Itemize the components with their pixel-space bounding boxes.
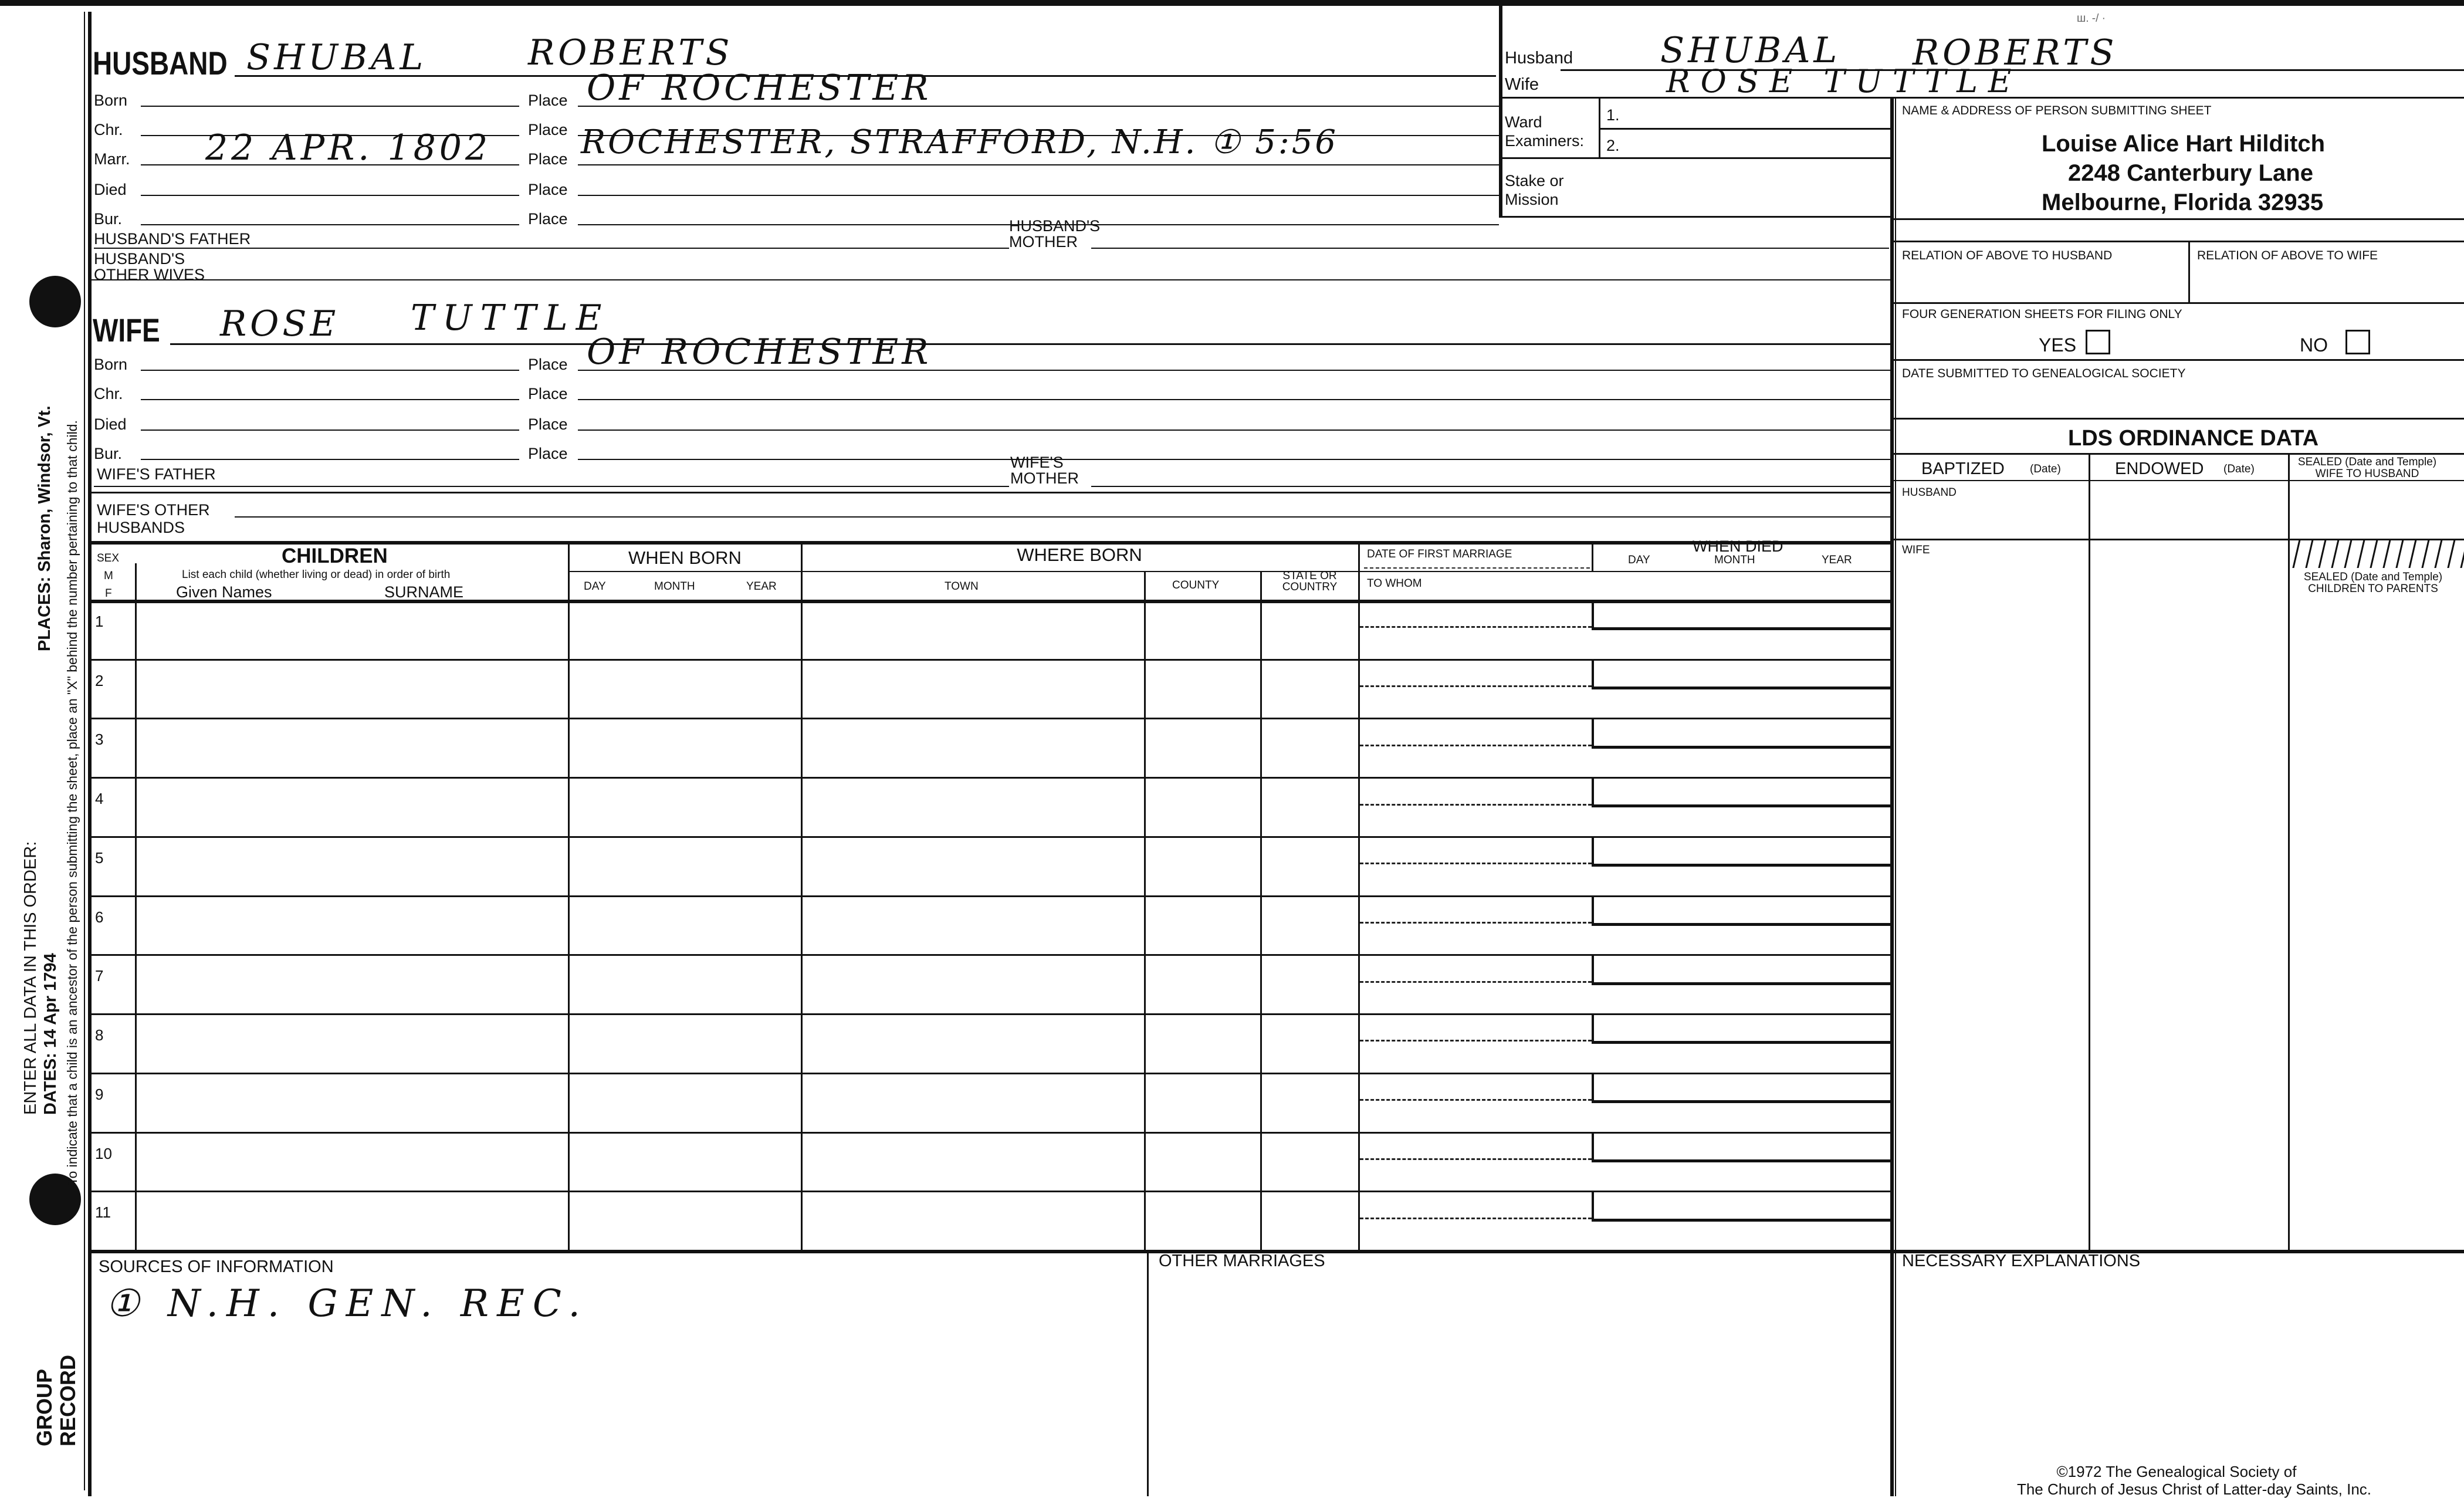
when-died-month: MONTH (1714, 554, 1755, 566)
where-born-county: COUNTY (1172, 579, 1220, 591)
wife-other-husbands-label: WIFE'S OTHER HUSBANDS (97, 501, 210, 536)
wife-date-line (141, 459, 519, 460)
child-died-bracket (1592, 1074, 1893, 1103)
husband-marr-place: ROCHESTER, STRAFFORD, N.H. ① 5:56 (581, 123, 1339, 161)
lds-col-divider (2288, 453, 2290, 1251)
left-margin-line-inner (84, 12, 85, 1490)
child-died-bracket (1592, 1192, 1893, 1221)
side-dates: DATES: 14 Apr 1794 (41, 953, 60, 1115)
submitter-label: NAME & ADDRESS OF PERSON SUBMITTING SHEET (1902, 104, 2212, 117)
children-f: F (105, 587, 112, 600)
child-row-number: 4 (95, 790, 104, 808)
left-margin-line (88, 12, 92, 1496)
submitter-city: Melbourne, Florida 32935 (2042, 190, 2324, 215)
footer-divider (1147, 1250, 1149, 1496)
children-m: M (104, 570, 113, 582)
husband-bur-date-line (141, 224, 519, 225)
husband-place-label: Place (528, 121, 568, 138)
ward-1: 1. (1606, 106, 1620, 124)
lds-sealed-children-parents: SEALED (Date and Temple) CHILDREN TO PARENTS (2303, 571, 2443, 595)
child-row-number: 5 (95, 848, 104, 867)
relation-husband-label: RELATION OF ABOVE TO HUSBAND (1902, 249, 2113, 262)
right-panel-divider-inner (1895, 97, 1896, 1496)
wife-date-line (141, 370, 519, 371)
wife-other-husbands-line (235, 516, 1892, 518)
yes-checkbox[interactable] (2086, 330, 2110, 354)
husband-other-wives-label: HUSBAND'S OTHER WIVES (94, 250, 205, 283)
lds-endowed-date: (Date) (2223, 463, 2255, 475)
lds-wife-label: WIFE (1902, 544, 1930, 556)
header-wife-name: ROSE TUTTLE (1666, 63, 2022, 100)
side-enter: ENTER ALL DATA IN THIS ORDER: (21, 841, 40, 1115)
lds-sealed-wife-husband: SEALED (Date and Temple) WIFE TO HUSBAND (2297, 456, 2437, 480)
wife-given-name: ROSE (220, 303, 340, 344)
first-marriage-header: DATE OF FIRST MARRIAGE (1367, 548, 1512, 560)
when-born-divider (568, 571, 1891, 572)
wife-date-line (141, 399, 519, 400)
table-col-born (801, 543, 803, 1253)
child-marriage-dash-line (1360, 685, 1592, 687)
children-surname: SURNAME (384, 583, 464, 601)
relation-divider (2188, 241, 2190, 302)
children-given-names: Given Names (176, 583, 272, 601)
wife-place-line (578, 430, 1892, 431)
lds-title-bottom (1892, 453, 2464, 455)
child-died-bracket (1592, 1015, 1893, 1044)
child-died-bracket (1592, 660, 1893, 689)
lds-husband-label: HUSBAND (1902, 486, 1957, 499)
header-right-divider (1499, 6, 1502, 217)
child-row-number: 1 (95, 613, 104, 630)
wife-mother-line (1091, 486, 1892, 487)
where-born-header: WHERE BORN (1017, 545, 1142, 565)
relation-wife-label: RELATION OF ABOVE TO WIFE (2197, 249, 2378, 262)
wife-place-label: Place (528, 445, 568, 462)
wife-father-line (94, 486, 1009, 487)
when-died-day: DAY (1628, 554, 1650, 566)
husband-place-label: Place (528, 150, 568, 168)
husband-heading: HUSBAND (93, 45, 228, 82)
child-row-number: 2 (95, 671, 104, 689)
date-submitted-bottom (1892, 418, 2464, 420)
wife-heading: WIFE (93, 312, 160, 349)
husband-mother-line (1091, 248, 1889, 249)
child-marriage-dash-line (1360, 804, 1592, 806)
necessary-explanations-label: NECESSARY EXPLANATIONS (1902, 1252, 2141, 1270)
submitter-street: 2248 Canterbury Lane (2068, 160, 2313, 186)
child-marriage-dash-line (1360, 1218, 1592, 1219)
stake-mission-label: Stake or Mission (1505, 172, 1564, 209)
husband-row-marr: Marr. (94, 150, 130, 168)
child-marriage-dash-line (1360, 745, 1592, 746)
to-whom-label: TO WHOM (1367, 577, 1422, 590)
wife-father-label: WIFE'S FATHER (97, 465, 216, 483)
husband-surname: ROBERTS (528, 32, 733, 73)
header-husband-surname: ROBERTS (1913, 32, 2118, 73)
ward-mid-line (1599, 128, 1892, 130)
child-died-bracket (1592, 955, 1893, 985)
when-died-header: WHEN DIED (1693, 537, 1783, 555)
child-died-bracket (1592, 1133, 1893, 1162)
no-checkbox[interactable] (2345, 330, 2370, 354)
husband-father-label: HUSBAND'S FATHER (94, 230, 251, 248)
child-row-number: 9 (95, 1085, 104, 1103)
lds-baptized: BAPTIZED (1921, 459, 2005, 478)
husband-row-born: Born (94, 92, 128, 109)
header-bottom-line (1499, 216, 1892, 218)
relation-bottom (1892, 302, 2464, 304)
wife-row-bur: Bur. (94, 445, 123, 462)
header-wife-label: Wife (1505, 75, 1539, 94)
child-died-bracket (1592, 601, 1893, 630)
yes-label: YES (2039, 334, 2077, 356)
four-gen-label: FOUR GENERATION SHEETS FOR FILING ONLY (1902, 307, 2182, 321)
wife-place-label: Place (528, 415, 568, 433)
ward-bottom-line (1502, 157, 1892, 159)
husband-mother-label: HUSBAND'S MOTHER (1009, 217, 1101, 251)
wife-place-label: Place (528, 356, 568, 373)
when-born-day: DAY (584, 580, 606, 593)
wife-mother-label: WIFE'S MOTHER (1010, 454, 1079, 487)
child-row-number: 7 (95, 967, 104, 985)
ward-examiners-label: Ward Examiners: (1505, 113, 1585, 150)
husband-other-wives-line (91, 279, 1892, 280)
side-record: RECORD (56, 1354, 80, 1446)
sources-text: ① N.H. GEN. REC. (106, 1282, 588, 1325)
ward-2: 2. (1606, 137, 1620, 154)
wife-date-line (141, 430, 519, 431)
table-col-county (1260, 571, 1262, 1253)
child-died-bracket (1592, 719, 1893, 748)
wife-row-born: Born (94, 356, 128, 373)
table-col-state (1358, 543, 1360, 1253)
side-places: PLACES: Sharon, Windsor, Vt. (35, 405, 54, 651)
four-gen-bottom (1892, 359, 2464, 361)
copyright-line-2: The Church of Jesus Christ of Latter-day Saints, Inc. (2016, 1480, 2372, 1498)
child-row-number: 6 (95, 908, 104, 926)
husband-born-date-line (141, 106, 519, 107)
child-row-number: 3 (95, 731, 104, 749)
wife-name-line (170, 343, 1892, 345)
child-marriage-dash-line (1360, 1099, 1592, 1101)
husband-given-name: SHUBAL (246, 37, 427, 78)
lds-col-divider (2089, 453, 2090, 1251)
lds-baptized-date: (Date) (2030, 463, 2061, 475)
child-died-bracket (1592, 778, 1893, 807)
when-died-year: YEAR (1822, 554, 1852, 566)
child-row-number: 10 (95, 1144, 112, 1162)
husband-place-label: Place (528, 92, 568, 109)
husband-died-date-line (141, 195, 519, 196)
header-stamp: ш. -/ · (2077, 12, 2106, 25)
child-row-number: 11 (95, 1203, 111, 1222)
child-marriage-dash-line (1360, 863, 1592, 864)
submitter-line (1892, 218, 2464, 220)
husband-row-bur: Bur. (94, 210, 123, 228)
husband-father-line (94, 248, 1009, 249)
child-died-bracket (1592, 897, 1893, 926)
header-husband-label: Husband (1505, 49, 1573, 67)
child-marriage-dash-line (1360, 1040, 1592, 1042)
lds-hatch (2289, 540, 2464, 570)
when-born-header: WHEN BORN (628, 547, 742, 568)
wife-row-died: Died (94, 415, 127, 433)
side-instruction: To indicate that a child is an ancestor of the person submitting the sheet, place an "X" behind the number pertaining to that child. (65, 420, 80, 1185)
husband-place-line (578, 195, 1499, 196)
top-border (0, 0, 2464, 6)
no-label: NO (2300, 334, 2328, 356)
where-born-state: STATE OR COUNTRY (1282, 570, 1338, 593)
first-marriage-dash (1364, 567, 1590, 569)
other-marriages-label: OTHER MARRIAGES (1159, 1252, 1325, 1270)
header-husband-given: SHUBAL (1660, 30, 1841, 71)
wife-row-chr: Chr. (94, 385, 123, 403)
husband-row-chr: Chr. (94, 121, 123, 138)
sources-label: SOURCES OF INFORMATION (99, 1257, 334, 1276)
table-col-died (1592, 543, 1593, 571)
submitter-name: Louise Alice Hart Hilditch (2042, 131, 2326, 157)
child-marriage-dash-line (1360, 626, 1592, 628)
husband-place-label: Place (528, 181, 568, 198)
child-marriage-dash-line (1360, 922, 1592, 924)
side-group: GROUP (32, 1368, 56, 1446)
children-title: CHILDREN (282, 545, 388, 567)
husband-place-label: Place (528, 210, 568, 228)
punch-hole-top (29, 276, 81, 327)
child-row-number: 8 (95, 1026, 104, 1044)
copyright-line-1: ©1972 The Genealogical Society of (2056, 1463, 2297, 1480)
child-marriage-dash-line (1360, 1158, 1592, 1160)
wife-surname: TUTTLE (411, 297, 610, 339)
submitter-bottom (1892, 241, 2464, 242)
wife-place-line (578, 399, 1892, 400)
children-sex: SEX (97, 552, 120, 564)
husband-row-died: Died (94, 181, 127, 198)
when-born-year: YEAR (746, 580, 777, 593)
table-col-town (1144, 571, 1146, 1253)
husband-marr-date: 22 APR. 1802 (205, 127, 492, 168)
table-col-names (568, 543, 570, 1253)
husband-place-note: OF ROCHESTER (587, 67, 932, 109)
lds-endowed: ENDOWED (2115, 459, 2204, 478)
children-instruction: List each child (whether living or dead) in order of birth (182, 569, 451, 581)
wife-place-label: Place (528, 385, 568, 403)
when-born-month: MONTH (654, 580, 695, 593)
lds-title: LDS ORDINANCE DATA (2068, 426, 2319, 451)
child-marriage-dash-line (1360, 981, 1592, 983)
wife-place-note: OF ROCHESTER (587, 332, 932, 373)
lds-header-bottom (1892, 480, 2464, 481)
wife-place-line (578, 459, 1892, 460)
husband-place-line (578, 164, 1499, 165)
child-died-bracket (1592, 837, 1893, 867)
wife-father-bottom (91, 492, 1892, 493)
where-born-town: TOWN (945, 580, 979, 593)
table-col-sex (135, 563, 137, 1253)
date-submitted-label: DATE SUBMITTED TO GENEALOGICAL SOCIETY (1902, 367, 2186, 380)
